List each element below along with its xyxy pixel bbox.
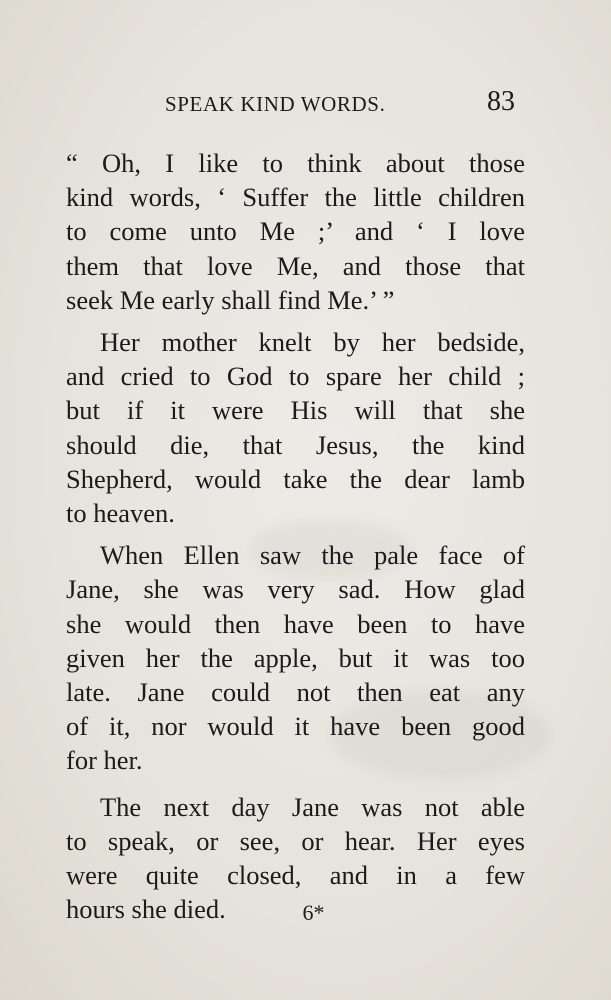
paragraph: [66, 538, 525, 777]
text-line: Jane, she was very sad. How glad: [66, 574, 525, 605]
text-line: to speak, or see, or hear. Her eyes: [66, 825, 525, 856]
running-head: [165, 86, 515, 120]
text-line: late. Jane could not then eat any: [66, 677, 525, 708]
text-line: but if it were His will that she: [66, 395, 525, 426]
text-line: were quite closed, and in a few: [66, 860, 525, 891]
text-line: to heaven.: [66, 498, 175, 529]
text-line: “ Oh, I like to think about those: [66, 148, 525, 178]
text-line: for her.: [66, 745, 143, 776]
paragraph: [66, 325, 525, 530]
text-line: Shepherd, would take the dear lamb: [66, 463, 525, 494]
text-line: of it, nor would it have been good: [66, 711, 525, 742]
text-line: and cried to God to spare her child ;: [66, 361, 525, 392]
text-line: Her mother knelt by her bedside,: [100, 327, 525, 358]
text-line: them that love Me, and those that: [66, 250, 525, 281]
body-text: [66, 146, 525, 926]
text-line: to come unto Me ;’ and ‘ I love: [66, 216, 525, 247]
text-line: hours she died.: [66, 894, 226, 925]
running-title: SPEAK KIND WORDS.: [165, 92, 386, 116]
paragraph-gap: [66, 317, 525, 325]
text-line: kind words, ‘ Suffer the little children: [66, 182, 525, 213]
paragraph-gap: [66, 530, 525, 538]
paragraph-gap: [66, 778, 525, 790]
text-line: When Ellen saw the pale face of: [100, 540, 525, 571]
page-number: 83: [487, 86, 515, 117]
text-line: given her the apple, but it was too: [66, 642, 525, 673]
text-line: she would then have been to have: [66, 608, 525, 639]
text-line: seek Me early shall find Me.’ ”: [66, 284, 395, 315]
text-line: The next day Jane was not able: [100, 791, 525, 822]
signature-mark: 6*: [302, 900, 325, 925]
text-line: should die, that Jesus, the kind: [66, 429, 525, 460]
paragraph: [66, 146, 525, 317]
